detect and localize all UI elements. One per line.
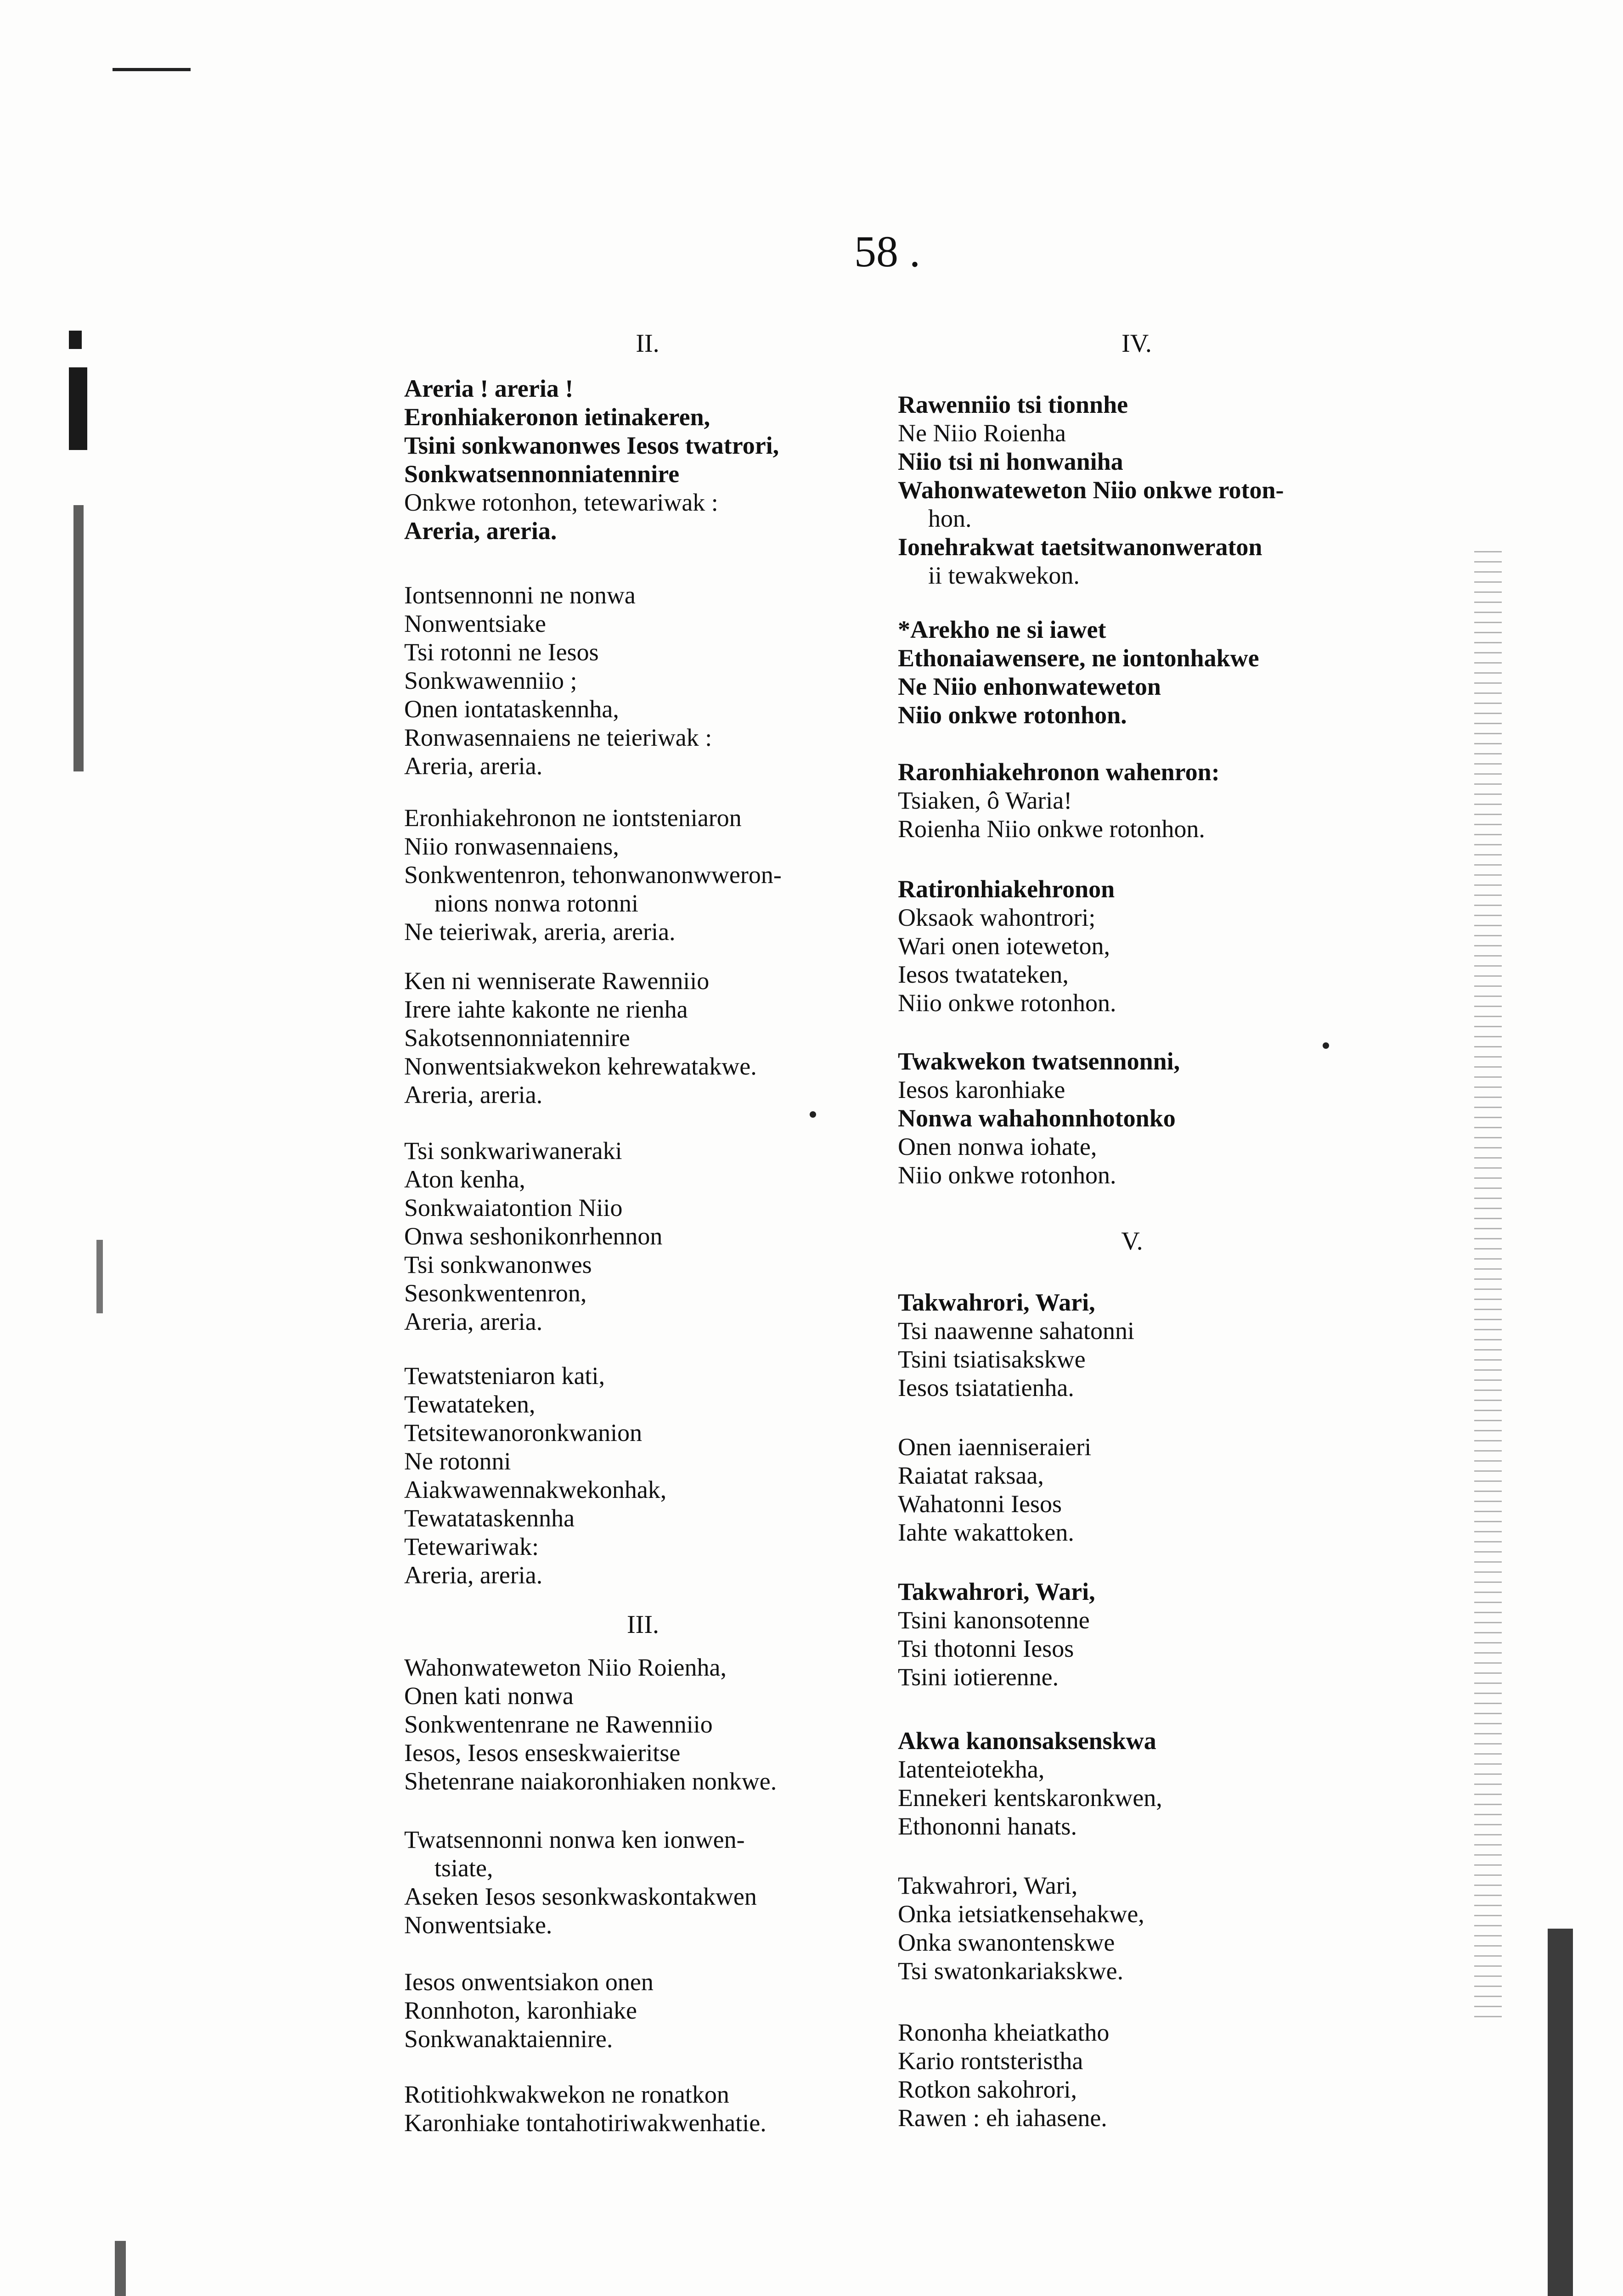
verse-line: Akwa kanonsaksenskwa [898, 1727, 1156, 1755]
stanza [898, 2018, 1109, 2132]
verse-line: Sesonkwentenron, [404, 1279, 587, 1307]
verse-line: Twatsennonni nonwa ken ionwen- [404, 1826, 745, 1853]
verse-line: Tsi thotonni Iesos [898, 1635, 1074, 1662]
section-heading-v: V. [1121, 1227, 1143, 1255]
verse-line: Irere iahte kakonte ne rienha [404, 996, 688, 1023]
verse-line: Shetenrane naiakoronhiaken nonkwe. [404, 1767, 777, 1795]
verse-line: Sonkwatsennonniatennire [404, 460, 680, 488]
verse-line: *Arekho ne si iawet [898, 616, 1106, 643]
stanza [404, 374, 779, 545]
verse-line: Aton kenha, [404, 1165, 525, 1193]
verse-line: Onen kati nonwa [404, 1682, 574, 1710]
verse-line: Wahonwateweton Niio onkwe roton- [898, 476, 1284, 504]
verse-line: Rononha kheiatkatho [898, 2019, 1110, 2046]
verse-line: Ronwasennaiens ne teieriwak : [404, 724, 712, 751]
verse-line: Areria, areria. [404, 1561, 543, 1589]
verse-line: Raiatat raksaa, [898, 1462, 1044, 1489]
verse-line: Onen iontataskennha, [404, 695, 619, 723]
verse-line: Tewatsteniaron kati, [404, 1362, 605, 1390]
verse-line: Tsi rotonni ne Iesos [404, 638, 599, 666]
verse-line: Sonkwawenniio ; [404, 667, 577, 694]
verse-line: Tsiaken, ô Waria! [898, 787, 1072, 814]
left-edge-mark [96, 1240, 103, 1313]
verse-line: Iatenteiotekha, [898, 1756, 1045, 1783]
verse-line: Tewatateken, [404, 1390, 535, 1418]
verse-line: Sonkwaiatontion Niio [404, 1194, 623, 1221]
stray-dot [810, 1111, 816, 1118]
verse-line: Sakotsennonniatennire [404, 1024, 630, 1052]
section-heading-iii: III. [627, 1610, 659, 1639]
page-number: 58 . [854, 227, 920, 276]
verse-line: Niio ronwasennaiens, [404, 833, 619, 860]
stanza [898, 615, 1259, 729]
verse-line: Aseken Iesos sesonkwaskontakwen [404, 1883, 757, 1910]
verse-line: Iesos twatateken, [898, 961, 1069, 988]
right-edge-noise [1474, 551, 1502, 2020]
verse-line: Onwa seshonikonrhennon [404, 1222, 663, 1250]
verse-line: Karonhiake tontahotiriwakwenhatie. [404, 2109, 766, 2137]
verse-line: Niio onkwe rotonhon. [898, 989, 1116, 1017]
verse-line: Ennekeri kentskaronkwen, [898, 1784, 1162, 1812]
verse-line: Eronhiakeronon ietinakeren, [404, 403, 710, 431]
stanza [898, 1871, 1144, 1985]
left-edge-mark [73, 505, 84, 771]
verse-line: Twakwekon twatsennonni, [898, 1047, 1180, 1075]
stanza [404, 2080, 766, 2137]
stanza [898, 1288, 1134, 1402]
verse-line: Rotitiohkwakwekon ne ronatkon [404, 2081, 729, 2108]
stanza [898, 1577, 1095, 1691]
verse-line: Rawen : eh iahasene. [898, 2104, 1107, 2132]
verse-line: Tewatataskennha [404, 1504, 575, 1532]
stanza [404, 1653, 777, 1795]
verse-line: Ronnhoton, karonhiake [404, 1997, 637, 2024]
verse-line: Areria, areria. [404, 1081, 543, 1109]
verse-line: Sonkwentenron, tehonwanonwweron- [404, 861, 782, 889]
verse-line: ii tewakwekon. [928, 562, 1080, 589]
stanza [404, 967, 757, 1109]
verse-line: Onkwe rotonhon, tetewariwak : [404, 489, 718, 516]
verse-line: Iesos karonhiake [898, 1076, 1065, 1103]
verse-line: Niio tsi ni honwaniha [898, 448, 1123, 475]
verse-line: Ne teieriwak, areria, areria. [404, 918, 676, 945]
stanza [898, 390, 1284, 590]
stanza [404, 581, 712, 780]
verse-line: Wari onen ioteweton, [898, 932, 1110, 960]
verse-line: Wahonwateweton Niio Roienha, [404, 1654, 727, 1681]
verse-line: Iesos onwentsiakon onen [404, 1968, 654, 1996]
verse-line: Takwahrori, Wari, [898, 1872, 1078, 1899]
verse-line: Onka swanontenskwe [898, 1929, 1115, 1956]
verse-line: Nonwentsiakwekon kehrewatakwe. [404, 1052, 757, 1080]
left-edge-mark [115, 2241, 126, 2296]
verse-line: Takwahrori, Wari, [898, 1578, 1095, 1605]
verse-line: Iesos, Iesos enseskwaieritse [404, 1739, 681, 1767]
left-edge-mark [69, 331, 82, 349]
stanza [898, 1727, 1162, 1840]
stanza [404, 1968, 654, 2053]
verse-line: Tsini iotierenne. [898, 1663, 1059, 1691]
verse-line: Tetewariwak: [404, 1533, 539, 1560]
right-edge-mark [1548, 1929, 1573, 2296]
verse-line: Onka ietsiatkensehakwe, [898, 1900, 1144, 1928]
verse-line: Nonwa wahahonnhotonko [898, 1104, 1176, 1132]
verse-line: Areria, areria. [404, 1308, 543, 1335]
verse-line: nions nonwa rotonni [434, 889, 638, 917]
verse-line: Aiakwawennakwekonhak, [404, 1476, 667, 1503]
stanza [898, 1047, 1180, 1189]
verse-line: Sonkwanaktaiennire. [404, 2025, 613, 2053]
verse-line: Kario rontsteristha [898, 2047, 1083, 2075]
stanza [898, 1433, 1091, 1547]
verse-line: Rotkon sakohrori, [898, 2076, 1077, 2103]
verse-line: Tsi naawenne sahatonni [898, 1317, 1135, 1345]
verse-line: Niio onkwe rotonhon. [898, 1161, 1116, 1189]
verse-line: Tetsitewanoronkwanion [404, 1419, 642, 1446]
verse-line: Tsi sonkwariwaneraki [404, 1137, 622, 1165]
verse-line: hon. [928, 505, 972, 532]
verse-line: Iontsennonni ne nonwa [404, 581, 636, 609]
verse-line: Oksaok wahontrori; [898, 904, 1096, 931]
verse-line: Roienha Niio onkwe rotonhon. [898, 815, 1205, 843]
stanza [404, 1137, 662, 1336]
verse-line: Nonwentsiake. [404, 1911, 552, 1939]
verse-line: Ken ni wenniserate Rawenniio [404, 967, 710, 995]
verse-line: Nonwentsiake [404, 610, 546, 637]
verse-line: Tsini sonkwanonwes Iesos twatrori, [404, 432, 779, 459]
verse-line: Ethonaiawensere, ne iontonhakwe [898, 644, 1259, 672]
verse-line: Ethononni hanats. [898, 1812, 1077, 1840]
stanza [898, 875, 1116, 1017]
stray-dot [1323, 1042, 1329, 1049]
stanza [404, 804, 782, 946]
verse-line: Areria ! areria ! [404, 375, 574, 402]
verse-line: Sonkwentenrane ne Rawenniio [404, 1711, 713, 1738]
verse-line: Iesos tsiatatienha. [898, 1374, 1074, 1401]
verse-line: Tsini kanonsotenne [898, 1606, 1090, 1634]
section-heading-iv: IV. [1121, 329, 1152, 358]
verse-line: Tsini tsiatisakskwe [898, 1345, 1086, 1373]
verse-line: Areria, areria. [404, 752, 543, 780]
left-edge-mark [69, 367, 87, 450]
verse-line: Onen nonwa iohate, [898, 1133, 1097, 1160]
verse-line: Eronhiakehronon ne iontsteniaron [404, 804, 742, 832]
verse-line: Takwahrori, Wari, [898, 1289, 1095, 1316]
verse-line: Ratironhiakehronon [898, 875, 1115, 903]
verse-line: Tsi sonkwanonwes [404, 1251, 592, 1278]
verse-line: Areria, areria. [404, 517, 557, 545]
verse-line: Tsi swatonkariakskwe. [898, 1957, 1124, 1985]
top-scan-rule [113, 68, 191, 71]
section-heading-ii: II. [636, 329, 659, 358]
verse-line: Iahte wakattoken. [898, 1519, 1074, 1546]
verse-line: Ne Niio enhonwateweton [898, 673, 1161, 700]
stanza [898, 758, 1220, 843]
verse-line: Onen iaenniseraieri [898, 1433, 1092, 1461]
verse-line: Ionehrakwat taetsitwanonweraton [898, 533, 1262, 561]
verse-line: Ne Niio Roienha [898, 419, 1066, 447]
verse-line: Ne rotonni [404, 1447, 511, 1475]
verse-line: Wahatonni Iesos [898, 1490, 1062, 1518]
verse-line: tsiate, [434, 1854, 493, 1882]
verse-line: Raronhiakehronon wahenron: [898, 758, 1220, 786]
stanza [404, 1825, 757, 1939]
verse-line: Niio onkwe rotonhon. [898, 701, 1127, 729]
stanza [404, 1362, 666, 1589]
verse-line: Rawenniio tsi tionnhe [898, 391, 1128, 418]
